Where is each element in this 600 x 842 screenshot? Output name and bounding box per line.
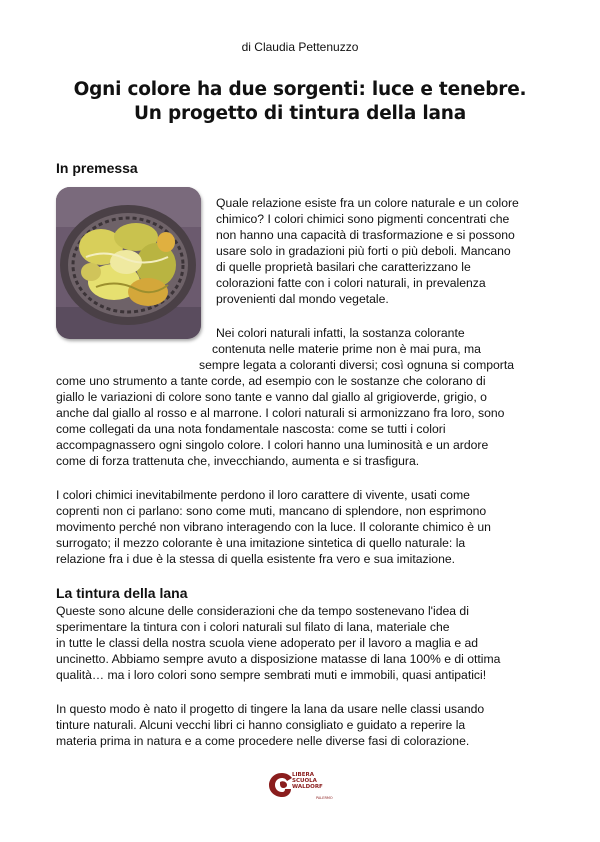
logo-line: SCUOLA	[292, 778, 317, 784]
section-heading-tintura: La tintura della lana	[56, 585, 188, 601]
premessa-paragraph-3	[56, 487, 491, 567]
text-line: surrogato; il mezzo colorante è una imitazione sintetica di quello naturale: la	[56, 536, 466, 550]
text-line: come di forza trattenuta che, invecchiando, aumenta e si trasfigura.	[56, 454, 420, 468]
logo-subtext: PALERMO	[316, 796, 333, 800]
text-line: come collegati da una nota fondamentale nascosta: come se tutti i colori	[56, 422, 446, 436]
premessa-paragraph-2-start	[212, 325, 481, 357]
text-line: accompagnassero ogni singolo colore. I colori hanno una luminosità e un ardore	[56, 438, 489, 452]
text-line: in tutte le classi della nostra scuola viene adoperato per il lavoro a maglia e ad	[56, 636, 479, 650]
text-line: come uno strumento a tante corde, ad esempio con le sostanze che colorano di	[56, 374, 486, 388]
text-line: qualità… ma i loro colori sono sempre sembrati muti e immobili, quasi antipatici!	[56, 668, 487, 682]
section-heading-premessa: In premessa	[56, 160, 138, 176]
text-line: Nei colori naturali infatti, la sostanza colorante	[216, 326, 465, 340]
text-line: relazione fra i due è la stessa di quella esistente fra vero e sua imitazione.	[56, 552, 456, 566]
premessa-paragraph-1	[216, 195, 519, 307]
text-line: movimento perché non vibrano interagendo con la luce. Il colorante chimico è un	[56, 520, 491, 534]
premessa-paragraph-2-wrap	[199, 357, 514, 373]
text-line: uncinetto. Abbiamo sempre avuto a disposizione matasse di lana 100% e di ottima	[56, 652, 501, 666]
text-line: anche dal giallo al rosso e al marrone. I colori naturali si armonizzano fra loro, sono	[56, 406, 505, 420]
logo-line: LIBERA	[292, 772, 314, 778]
document-title	[0, 78, 600, 126]
text-line: Quale relazione esiste fra un colore naturale e un colore	[216, 196, 519, 210]
logo-line: WALDORF	[292, 784, 323, 790]
text-line: di quelle proprietà basilari che caratterizzano le	[216, 260, 471, 274]
text-line: chimico? I colori chimici sono pigmenti concentrati che	[216, 212, 510, 226]
text-line: provenienti dal mondo vegetale.	[216, 292, 389, 306]
author-line: di Claudia Pettenuzzo	[241, 40, 359, 54]
text-line: contenuta nelle materie prime non è mai pura, ma	[212, 342, 481, 356]
wool-photo	[56, 187, 201, 339]
text-line: sempre legata a coloranti diversi; così ognuna si comporta	[199, 358, 515, 372]
premessa-paragraph-2-full	[56, 373, 504, 469]
text-line: non hanno una capacità di trasformazione e si possono	[216, 228, 515, 242]
logo-wordmark	[292, 772, 323, 790]
tintura-paragraph-1	[56, 603, 500, 683]
title-line-1: Ogni colore ha due sorgenti: luce e tenebre.	[73, 79, 527, 100]
text-line: colorazioni fatte con i colori naturali, in prevalenza	[216, 276, 486, 290]
title-line-2: Un progetto di tintura della lana	[133, 103, 467, 124]
text-line: I colori chimici inevitabilmente perdono il loro carattere di vivente, usati come	[56, 488, 470, 502]
text-line: coprenti non ci parlano: sono come muti, mancano di splendore, non esprimono	[56, 504, 487, 518]
text-line: In questo modo è nato il progetto di tingere la lana da usare nelle classi usando	[56, 702, 485, 716]
text-line: sperimentare la tintura con i colori naturali sul filato di lana, materiale che	[56, 620, 450, 634]
tintura-paragraph-2	[56, 701, 484, 749]
text-line: Queste sono alcune delle considerazioni che da tempo sostenevano l'idea di	[56, 604, 469, 618]
text-line: giallo le variazioni di colore sono tante e vanno dal giallo al grigioverde, grigio, o	[56, 390, 487, 404]
text-line: tinture naturali. Alcuni vecchi libri ci hanno consigliato e guidato a reperire la	[56, 718, 466, 732]
text-line: materia prima in natura e a come procedere nelle diverse fasi di colorazione.	[56, 734, 470, 748]
text-line: usare solo in gradazioni più forti o più deboli. Mancano	[216, 244, 511, 258]
